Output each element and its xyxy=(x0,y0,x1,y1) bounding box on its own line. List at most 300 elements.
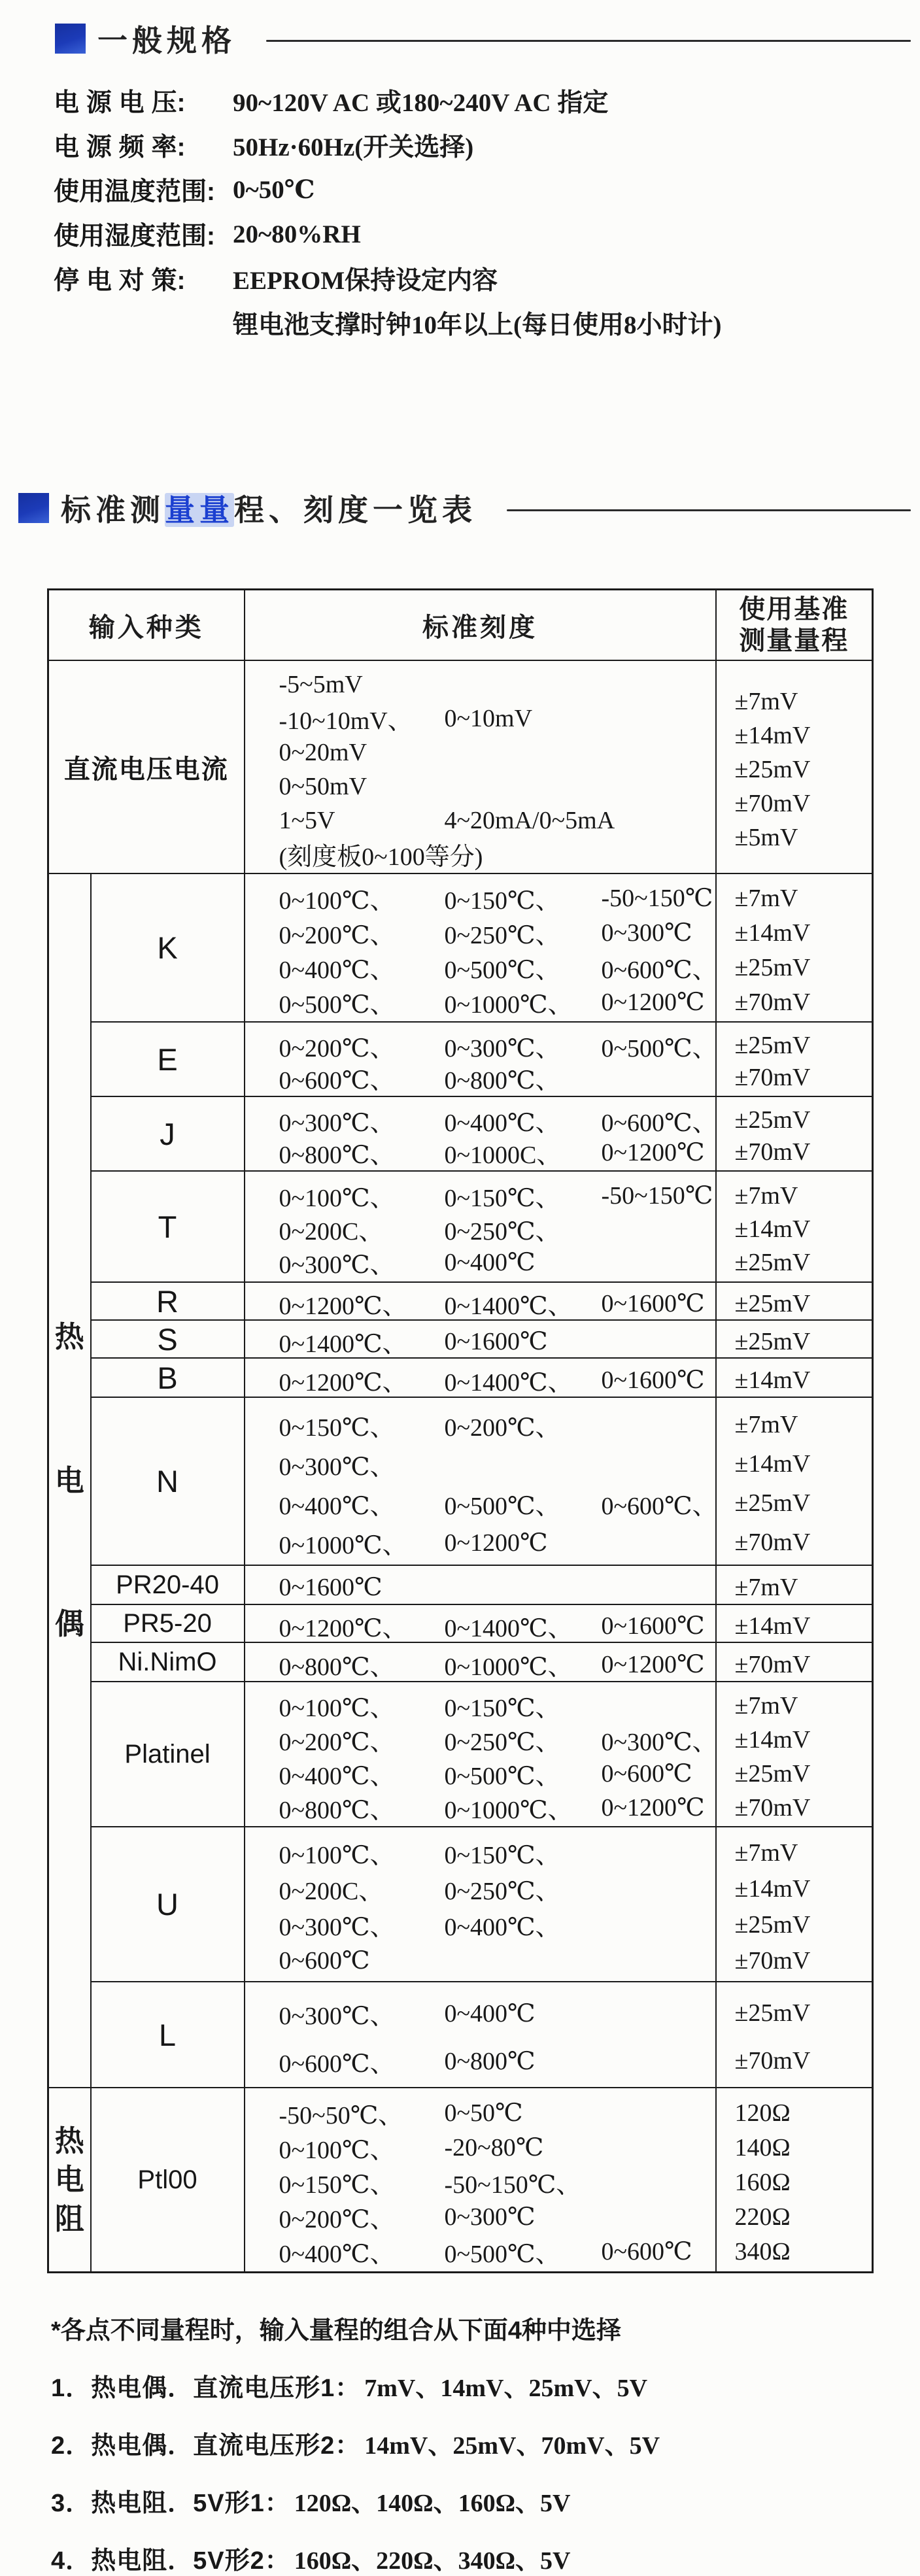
scale-value: 0~400℃、 xyxy=(279,1763,395,1790)
input-type-cell xyxy=(91,873,245,1022)
reference-range-cell xyxy=(716,1682,873,1827)
scale-value: 0~1200℃ xyxy=(601,1651,705,1678)
scale-value: 0~1200℃ xyxy=(444,1529,548,1557)
range-value: 120Ω xyxy=(734,2099,791,2127)
reference-range-cell xyxy=(716,1320,873,1358)
scale-line xyxy=(245,1723,715,1757)
input-type-label: K xyxy=(157,930,178,965)
scale-value: 0~1000℃、 xyxy=(444,1797,573,1824)
spec-value: 20~80%RH xyxy=(233,220,361,248)
range-value: ±14mV xyxy=(734,1450,811,1478)
scale-line xyxy=(245,2234,715,2269)
scale-lines xyxy=(245,1608,715,1640)
scale-value: 0~800℃、 xyxy=(279,1141,395,1169)
range-value: ±7mV xyxy=(734,1573,798,1601)
scale-value: 0~400℃ xyxy=(444,1249,536,1276)
input-type-cell xyxy=(91,1604,245,1642)
scale-value: 0~600℃、 xyxy=(279,1066,395,1094)
header-reference-range-line2: 测量量程 xyxy=(739,626,849,655)
input-type-label: Platinel xyxy=(124,1739,211,1769)
range-lines xyxy=(717,1285,872,1317)
scale-line xyxy=(245,1136,715,1168)
range-value: ±70mV xyxy=(734,1946,811,1974)
section-range-table-title xyxy=(18,486,920,530)
standard-scale-cell xyxy=(245,660,716,873)
standard-scale-cell xyxy=(245,1171,716,1282)
range-value: ±25mV xyxy=(734,755,811,783)
scale-value: 0~600℃ xyxy=(279,1947,370,1974)
scale-line xyxy=(245,2095,715,2130)
footnote-item-label: 4．热电阻．5V形2： xyxy=(51,2547,290,2575)
range-value: ±5mV xyxy=(734,823,798,851)
blue-square-bullet-icon xyxy=(18,493,49,523)
scale-value: 0~500℃、 xyxy=(444,1492,560,1520)
scale-value: 0~250℃、 xyxy=(444,1878,560,1905)
group-label-chars xyxy=(49,1265,90,1696)
scale-line xyxy=(245,950,715,985)
range-value: 340Ω xyxy=(734,2237,791,2265)
scale-value: 0~20mV xyxy=(279,738,367,766)
scale-value: 0~300℃ xyxy=(601,919,692,947)
footnote-item xyxy=(51,2367,920,2403)
scale-line xyxy=(245,804,715,838)
footnote-item-label: 1．热电偶．直流电压形1： xyxy=(51,2375,361,2402)
table-row-E xyxy=(48,1022,873,1096)
scale-line xyxy=(245,668,715,702)
scale-value: 0~600℃、 xyxy=(601,1492,717,1520)
range-value: 160Ω xyxy=(734,2168,791,2196)
table-row-N xyxy=(48,1397,873,1565)
scale-value: 0~200C、 xyxy=(279,1218,384,1246)
scale-value: 0~200C、 xyxy=(279,1878,384,1905)
scale-value: 4~20mA/0~5mA xyxy=(444,806,615,834)
reference-range-cell xyxy=(716,1096,873,1171)
reference-range-cell xyxy=(716,660,873,873)
scale-line xyxy=(245,2130,715,2165)
scale-value: 0~100℃、 xyxy=(279,1842,395,1869)
scale-value: 0~300℃、 xyxy=(279,1453,395,1481)
spec-row xyxy=(54,167,920,212)
scale-value: 0~1200℃、 xyxy=(279,1293,407,1320)
scale-lines xyxy=(245,2091,715,2269)
header-reference-range xyxy=(716,590,873,661)
scale-value: 0~400℃、 xyxy=(279,2241,395,2268)
reference-range-cell xyxy=(716,1282,873,1320)
scale-value: (刻度板0~100等分) xyxy=(279,843,483,871)
spec-label: 电 源 频 率: xyxy=(54,133,186,161)
blue-square-bullet-icon xyxy=(55,24,86,54)
scale-line xyxy=(245,1212,715,1246)
standard-scale-cell xyxy=(245,873,716,1022)
scale-line xyxy=(245,1062,715,1094)
scale-value: 0~250℃、 xyxy=(444,1218,560,1246)
scale-line xyxy=(245,1290,715,1320)
scale-value: 0~300℃、 xyxy=(279,1109,395,1137)
title-post: 程、刻度一览表 xyxy=(234,493,477,527)
scale-value: 0~400℃、 xyxy=(279,1492,395,1520)
input-type-label: L xyxy=(158,2017,177,2052)
scale-value: 0~200℃、 xyxy=(279,1729,395,1756)
scale-value: 0~500℃、 xyxy=(279,991,395,1019)
scale-line xyxy=(245,1757,715,1791)
spec-row xyxy=(54,123,920,167)
range-value: ±70mV xyxy=(734,1793,811,1822)
scale-lines xyxy=(245,1568,715,1602)
scale-value: 0~1200℃ xyxy=(601,1794,705,1822)
spec-table-body xyxy=(48,660,873,2273)
reference-range-cell xyxy=(716,1022,873,1096)
input-type-label: PR20-40 xyxy=(116,1570,219,1599)
scale-value: -20~80℃ xyxy=(444,2134,544,2161)
scale-value: 0~400℃、 xyxy=(279,957,395,984)
scale-value: 0~1200℃、 xyxy=(279,1369,407,1397)
scale-lines xyxy=(245,1025,715,1094)
spec-value: 90~120V AC 或180~240V AC 指定 xyxy=(233,89,609,117)
scale-value: 0~1200℃ xyxy=(601,989,705,1016)
scale-line xyxy=(245,1990,715,2037)
range-value: ±70mV xyxy=(734,988,811,1016)
scale-value: 0~400℃ xyxy=(444,1999,536,2027)
scale-line xyxy=(245,1104,715,1136)
section-title-text xyxy=(61,486,477,530)
scale-value: 0~1600℃ xyxy=(601,1366,705,1394)
range-lines xyxy=(717,1608,872,1640)
input-type-cell xyxy=(91,1982,245,2088)
scale-value: 0~300℃ xyxy=(444,2203,536,2231)
scale-value: 0~1400℃、 xyxy=(279,1330,407,1358)
scale-value: 0~1000℃、 xyxy=(279,1531,407,1559)
scale-line xyxy=(245,1030,715,1062)
range-value: ±70mV xyxy=(734,2047,811,2075)
scale-value: 0~100℃、 xyxy=(279,1695,395,1722)
scale-line xyxy=(245,915,715,950)
input-type-cell xyxy=(48,660,245,873)
title-rule-line xyxy=(266,40,911,42)
scale-value: 0~50mV xyxy=(279,772,367,800)
input-type-cell xyxy=(91,1022,245,1096)
reference-range-cell xyxy=(716,1565,873,1604)
spec-label: 停 电 对 策: xyxy=(54,267,186,295)
standard-scale-cell xyxy=(245,1320,716,1358)
input-type-label: E xyxy=(157,1042,178,1077)
scale-lines xyxy=(245,1400,715,1562)
range-value: ±70mV xyxy=(734,1650,811,1678)
input-type-label: B xyxy=(157,1360,178,1395)
scale-value: 0~300℃、 xyxy=(279,1251,395,1279)
scale-value: 0~1000℃、 xyxy=(444,991,573,1019)
scale-value: 0~1600℃ xyxy=(601,1290,705,1317)
scale-line xyxy=(245,2199,715,2234)
range-lines xyxy=(717,2091,872,2269)
scale-line xyxy=(245,1689,715,1723)
group-label-thermocouple xyxy=(48,873,91,2088)
header-standard-scale: 标准刻度 xyxy=(245,590,716,661)
spec-row xyxy=(54,256,920,301)
reference-range-cell xyxy=(716,1642,873,1682)
input-type-label: 直流电压电流 xyxy=(63,754,229,784)
scale-value: 0~150℃、 xyxy=(444,887,560,915)
standard-scale-cell xyxy=(245,1022,716,1096)
table-row-PR20-40 xyxy=(48,1565,873,1604)
scale-value: 0~1600℃ xyxy=(444,1328,548,1355)
footnote-item-label: 3．热电阻．5V形1： xyxy=(51,2490,290,2517)
footnote-star: *各点不同量程时，输入量程的组合从下面4种中选择 xyxy=(51,2317,621,2345)
input-type-cell xyxy=(91,1565,245,1604)
scale-value: 0~200℃、 xyxy=(444,1414,560,1442)
range-value: ±14mV xyxy=(734,919,811,947)
range-value: ±25mV xyxy=(734,1489,811,1517)
scale-value: 0~1400℃、 xyxy=(444,1369,573,1397)
input-type-label: Ni.NimO xyxy=(118,1647,217,1676)
scale-value: 0~250℃、 xyxy=(444,1729,560,1756)
standard-scale-cell xyxy=(245,1358,716,1397)
table-row-Ni.NimO xyxy=(48,1642,873,1682)
scale-lines xyxy=(245,1323,715,1358)
range-lines xyxy=(717,1985,872,2085)
input-type-label: S xyxy=(157,1321,178,1357)
spec-value: 锂电池支撑时钟10年以上(每日使用8小时计) xyxy=(233,311,722,339)
range-lines xyxy=(717,1830,872,1978)
scale-value: 0~400℃、 xyxy=(444,1914,560,1941)
scale-line xyxy=(245,1444,715,1483)
input-type-label: U xyxy=(156,1887,179,1922)
scale-lines xyxy=(245,1285,715,1320)
scale-value: 0~250℃、 xyxy=(444,922,560,949)
input-type-label: PR5-20 xyxy=(123,1608,212,1638)
table-row-S xyxy=(48,1320,873,1358)
range-value: ±25mV xyxy=(734,953,811,981)
range-value: ±14mV xyxy=(734,1612,811,1640)
table-row-L xyxy=(48,1982,873,2088)
scale-line xyxy=(245,1871,715,1907)
scale-value: 0~300℃、 xyxy=(279,2002,395,2030)
footnotes xyxy=(51,2310,920,2576)
standard-scale-cell xyxy=(245,1096,716,1171)
range-value: ±7mV xyxy=(734,1411,798,1438)
scale-value: 0~1000℃、 xyxy=(444,1653,573,1681)
scale-line xyxy=(245,985,715,1019)
scale-value: 0~400℃、 xyxy=(444,1109,560,1137)
range-lines xyxy=(717,1684,872,1825)
scale-value: 1~5V xyxy=(279,806,335,834)
range-lines xyxy=(717,1361,872,1395)
range-value: ±25mV xyxy=(734,1999,811,2027)
scale-line xyxy=(245,1366,715,1395)
scale-value: 0~500℃、 xyxy=(444,1763,560,1790)
range-lines xyxy=(717,876,872,1019)
scale-line xyxy=(245,1791,715,1825)
scale-value: 0~1200℃、 xyxy=(279,1615,407,1642)
reference-range-cell xyxy=(716,1358,873,1397)
range-lines xyxy=(717,1646,872,1679)
footnote-item xyxy=(51,2540,920,2576)
group-label-char: 电 xyxy=(54,1463,84,1497)
scale-value: 0~500℃、 xyxy=(444,957,560,984)
scale-value: 0~200℃、 xyxy=(279,2206,395,2233)
reference-range-cell xyxy=(716,1827,873,1982)
scale-value: 0~800℃、 xyxy=(279,1797,395,1824)
scale-value: -50~50℃、 xyxy=(279,2102,403,2129)
scale-value: 0~1400℃、 xyxy=(444,1293,573,1320)
input-type-label: J xyxy=(160,1116,175,1151)
range-value: ±25mV xyxy=(734,1032,811,1059)
range-value: ±14mV xyxy=(734,1874,811,1903)
scale-value: 0~300℃、 xyxy=(601,1729,717,1756)
range-value: ±70mV xyxy=(734,789,811,817)
scale-line xyxy=(245,736,715,770)
general-specs-list xyxy=(54,78,920,345)
scale-value: 0~150℃、 xyxy=(444,1695,560,1722)
reference-range-cell xyxy=(716,1982,873,2088)
spec-table xyxy=(47,588,874,2273)
scale-line xyxy=(245,2037,715,2085)
range-value: ±14mV xyxy=(734,1215,811,1243)
section-general-specs-title xyxy=(55,17,920,60)
scale-value: 0~600℃、 xyxy=(601,957,717,984)
scale-value: -10~10mV、 xyxy=(279,707,413,735)
group-label-char: 偶 xyxy=(54,1607,84,1641)
range-value: ±25mV xyxy=(734,1248,811,1276)
scale-value: 0~600℃、 xyxy=(601,1109,717,1137)
scale-line xyxy=(245,1246,715,1279)
range-value: ±7mV xyxy=(734,687,798,715)
input-type-label: R xyxy=(156,1283,179,1319)
scale-value: 0~200℃、 xyxy=(279,1034,395,1062)
input-type-cell xyxy=(91,1171,245,1282)
scale-value: 0~300℃、 xyxy=(279,1914,395,1941)
range-value: ±7mV xyxy=(734,1839,798,1867)
spec-value: 50Hz·60Hz(开关选择) xyxy=(233,133,474,161)
table-row-K xyxy=(48,873,873,1022)
scale-lines xyxy=(245,1100,715,1168)
standard-scale-cell xyxy=(245,1397,716,1565)
footnote-items xyxy=(51,2367,920,2576)
group-label-rtd xyxy=(48,2088,91,2273)
scale-value: -50~150℃ xyxy=(601,1182,713,1210)
scale-line xyxy=(245,1942,715,1978)
scale-value: 0~1600℃ xyxy=(601,1612,705,1640)
scale-value: 0~600℃ xyxy=(601,1760,692,1788)
input-type-cell xyxy=(91,1642,245,1682)
scale-value: -5~5mV xyxy=(279,670,363,698)
scale-value: 0~1000C、 xyxy=(444,1141,562,1169)
group-label-char: 热 xyxy=(54,1320,84,1354)
scale-value: 0~100℃、 xyxy=(279,887,395,915)
range-value: ±14mV xyxy=(734,1366,811,1394)
range-lines xyxy=(717,680,872,855)
scale-value: 0~1600℃ xyxy=(279,1574,383,1601)
input-type-cell xyxy=(91,1282,245,1320)
range-lines xyxy=(717,1100,872,1168)
scale-line xyxy=(245,1179,715,1212)
scale-line xyxy=(245,1573,715,1602)
scale-line xyxy=(245,770,715,804)
table-header-row xyxy=(48,590,873,661)
scale-value: 0~600℃、 xyxy=(279,2050,395,2078)
range-lines xyxy=(717,1400,872,1562)
spec-value: EEPROM保持设定内容 xyxy=(233,267,498,295)
scale-line xyxy=(245,1907,715,1942)
scale-value: 0~800℃、 xyxy=(279,1653,395,1681)
reference-range-cell xyxy=(716,1397,873,1565)
section-title-text: 一般规格 xyxy=(97,24,236,58)
spec-value: 0~50℃ xyxy=(233,176,315,204)
scale-line xyxy=(245,1650,715,1679)
input-type-label: N xyxy=(156,1464,179,1499)
scale-line xyxy=(245,838,715,872)
scale-value: 0~600℃ xyxy=(601,2238,692,2265)
title-rule-line xyxy=(507,509,911,511)
reference-range-cell xyxy=(716,1171,873,1282)
range-value: ±14mV xyxy=(734,1725,811,1754)
range-lines xyxy=(717,1174,872,1279)
spec-row xyxy=(54,301,920,345)
scale-value: 0~1400℃、 xyxy=(444,1615,573,1642)
range-value: ±7mV xyxy=(734,1181,798,1210)
range-value: ±70mV xyxy=(734,1529,811,1556)
spec-label: 使用湿度范围: xyxy=(54,222,215,250)
table-row-PR5-20 xyxy=(48,1604,873,1642)
footnote-item-values: 120Ω、140Ω、160Ω、5V xyxy=(294,2490,571,2517)
scale-value: 0~200℃、 xyxy=(279,922,395,949)
spec-label: 电 源 电 压: xyxy=(54,89,186,117)
input-type-cell xyxy=(91,1358,245,1397)
range-value: ±14mV xyxy=(734,721,811,749)
scale-value: 0~50℃ xyxy=(444,2099,523,2127)
scale-value: 0~1200℃ xyxy=(601,1138,705,1166)
standard-scale-cell xyxy=(245,1282,716,1320)
footnote-item-values: 7mV、14mV、25mV、5V xyxy=(364,2375,648,2402)
standard-scale-cell xyxy=(245,1604,716,1642)
scale-value: 0~150℃、 xyxy=(279,2171,395,2199)
table-row-J xyxy=(48,1096,873,1171)
standard-scale-cell xyxy=(245,1682,716,1827)
spec-row xyxy=(54,78,920,123)
title-highlighted-chars: 量量 xyxy=(165,493,234,527)
title-pre: 标准测 xyxy=(61,493,165,527)
scale-value: 0~10mV xyxy=(444,704,533,732)
standard-scale-cell xyxy=(245,1565,716,1604)
footnote-item-label: 2．热电偶．直流电压形2： xyxy=(51,2432,361,2460)
scale-value: 0~150℃、 xyxy=(279,1414,395,1442)
scale-line xyxy=(245,1612,715,1640)
range-value: 220Ω xyxy=(734,2203,791,2231)
standard-scale-cell xyxy=(245,1642,716,1682)
input-type-label: T xyxy=(158,1209,177,1244)
range-lines xyxy=(717,1568,872,1602)
range-value: ±70mV xyxy=(734,1138,811,1166)
standard-scale-cell xyxy=(245,1982,716,2088)
scale-line xyxy=(245,1328,715,1358)
scale-lines xyxy=(245,1174,715,1279)
scale-value: 0~100℃、 xyxy=(279,2137,395,2164)
range-value: ±70mV xyxy=(734,1064,811,1091)
group-label-char: 电 xyxy=(54,2163,84,2197)
scale-lines xyxy=(245,1830,715,1978)
range-value: ±25mV xyxy=(734,1759,811,1788)
table-row-直流电压电流 xyxy=(48,660,873,873)
range-lines xyxy=(717,1323,872,1355)
spec-label: 使用温度范围: xyxy=(54,178,215,206)
scale-value: 0~150℃、 xyxy=(444,1185,560,1212)
scale-lines xyxy=(245,1646,715,1679)
standard-scale-cell xyxy=(245,1827,716,1982)
table-row-U xyxy=(48,1827,873,1982)
input-type-cell xyxy=(91,1682,245,1827)
scale-line xyxy=(245,1483,715,1523)
scale-value: -50~150℃ xyxy=(601,885,713,912)
standard-scale-cell xyxy=(245,2088,716,2273)
